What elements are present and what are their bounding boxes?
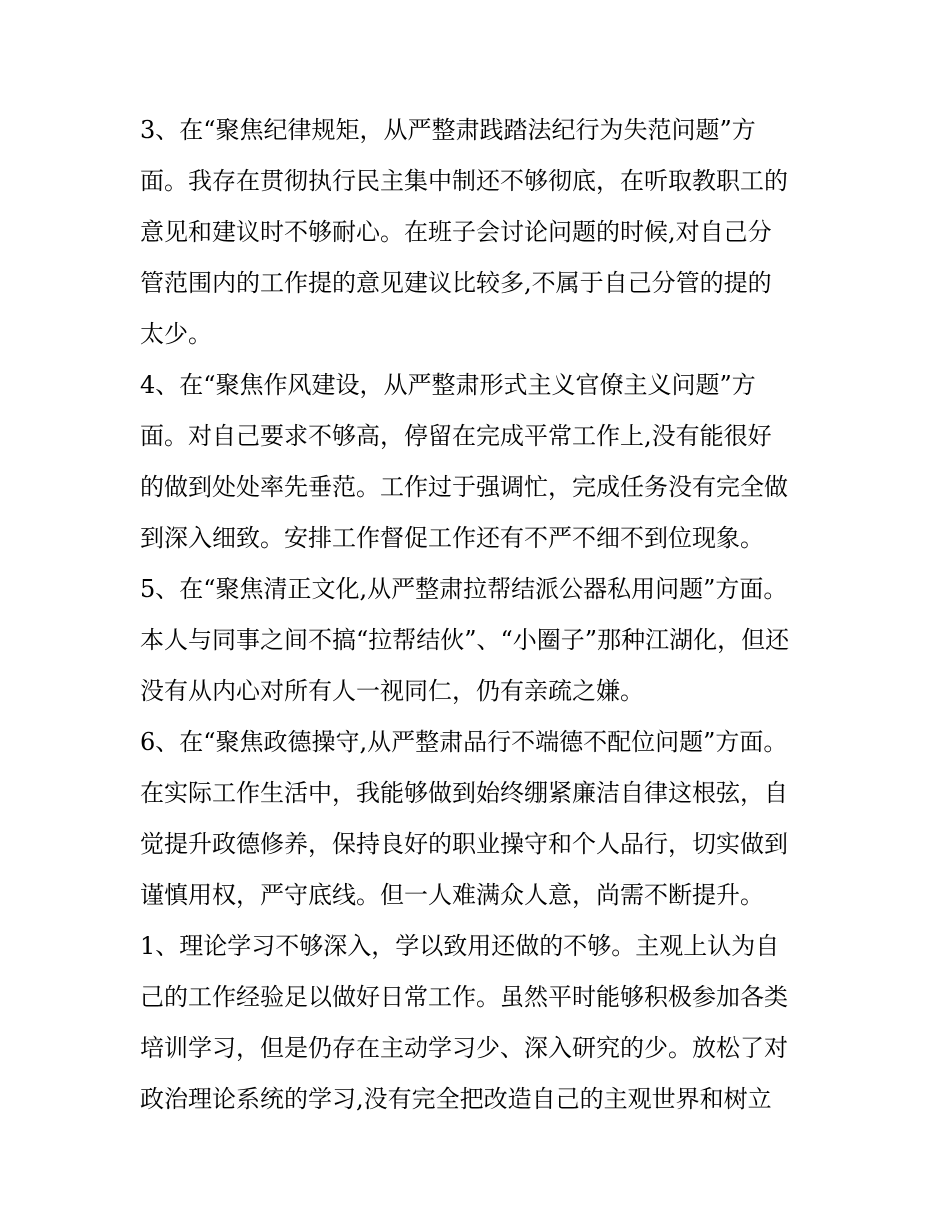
text-line: 己的工作经验足以做好日常工作。虽然平时能够积极参加各类	[140, 983, 788, 1011]
text-line: 谨慎用权，严守底线。但一人难满众人意，尚需不断提升。	[140, 881, 764, 909]
text-line: 在实际工作生活中，我能够做到始终绷紧廉洁自律这根弦，自	[140, 779, 788, 807]
text-line: 觉提升政德修养，保持良好的职业操守和个人品行，切实做到	[140, 830, 788, 858]
text-line: 意见和建议时不够耐心。在班子会讨论问题的时候,对自己分	[140, 218, 772, 246]
text-line: 没有从内心对所有人一视同仁，仍有亲疏之嫌。	[140, 677, 644, 705]
text-line: 本人与同事之间不搞“拉帮结伙”、“小圈子”那种江湖化，但还	[140, 626, 790, 654]
text-line: 3、在“聚焦纪律规矩，从严整肃践踏法纪行为失范问题”方	[140, 116, 756, 144]
text-line: 1、理论学习不够深入，学以致用还做的不够。主观上认为自	[140, 932, 780, 960]
text-line: 面。我存在贯彻执行民主集中制还不够彻底，在听取教职工的	[140, 167, 788, 195]
text-line: 到深入细致。安排工作督促工作还有不严不细不到位现象。	[140, 524, 764, 552]
text-line: 面。对自己要求不够高，停留在完成平常工作上,没有能很好	[140, 422, 772, 450]
text-line: 太少。	[140, 320, 212, 348]
text-line: 管范围内的工作提的意见建议比较多,不属于自己分管的提的	[140, 269, 772, 297]
text-line: 的做到处处率先垂范。工作过于强调忙，完成任务没有完全做	[140, 473, 788, 501]
text-line: 6、在“聚焦政德操守,从严整肃品行不端德不配位问题”方面。	[140, 728, 788, 756]
text-line: 政治理论系统的学习,没有完全把改造自己的主观世界和树立	[140, 1085, 772, 1113]
text-line: 4、在“聚焦作风建设，从严整肃形式主义官僚主义问题”方	[140, 371, 756, 399]
text-line: 培训学习，但是仍存在主动学习少、深入研究的少。放松了对	[140, 1034, 788, 1062]
document-body	[140, 110, 816, 1130]
text-line: 5、在“聚焦清正文化,从严整肃拉帮结派公器私用问题”方面。	[140, 575, 788, 603]
